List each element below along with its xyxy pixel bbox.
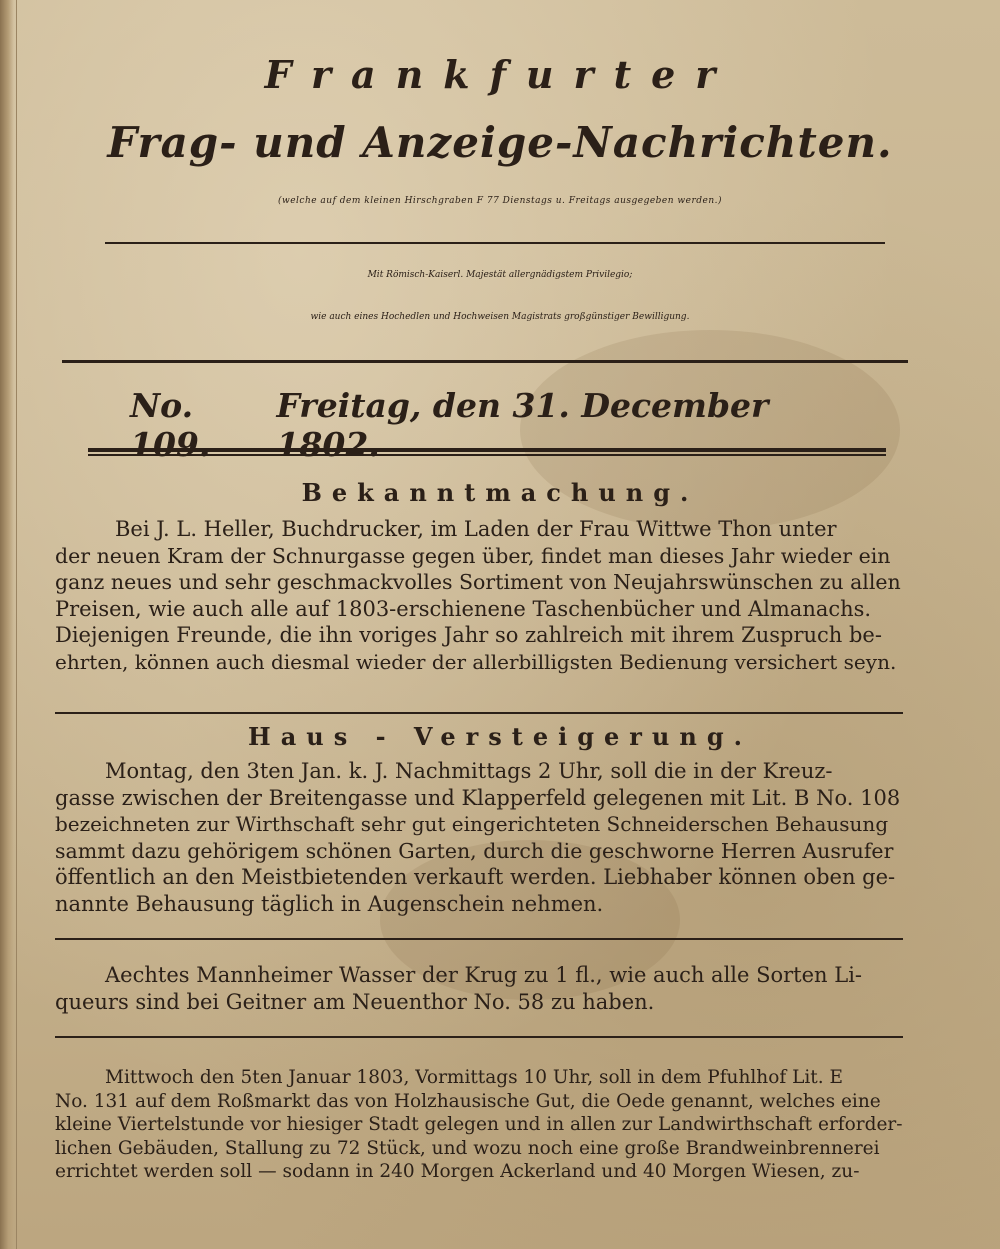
notice-text [55,1066,905,1184]
text-line: Aechtes Mannheimer Wasser der Krug zu 1 fl., wie auch alle Sorten Li- [105,963,863,987]
issue-number: No. 109. [130,386,211,464]
divider-rule [105,242,885,244]
divider-rule [55,938,903,940]
text-line: sammt dazu gehörigem schönen Garten, durch die geschworne Herren Ausrufer [55,838,894,863]
binding-edge [16,0,17,1249]
notice-heading: Haus - Versteigerung. [248,722,752,751]
divider-rule [55,712,903,714]
masthead-subtitle: (welche auf dem kleinen Hirschgraben F 77 Dienstags u. Freitags ausgegeben werden.) [277,196,722,206]
text-line: Bei J. L. Heller, Buchdrucker, im Laden der Frau Wittwe Thon unter [115,517,837,541]
issue-date: Freitag, den 31. December 1802. [276,386,769,464]
text-line: gasse zwischen der Breitengasse und Klapperfeld gelegenen mit Lit. B No. 108 [55,785,901,810]
text-line: bezeichneten zur Wirthschaft sehr gut eingerichteten Schneiderschen Behausung [55,812,889,837]
notice-text [55,962,905,1015]
masthead-title-line1: Frankfurter [264,52,736,97]
divider-rule [55,1036,903,1038]
privilege-line2: wie auch eines Hochedlen und Hochweisen Magistrats großgünstiger Bewilligung. [310,312,690,322]
text-line: Montag, den 3ten Jan. k. J. Nachmittags 2 Uhr, soll die in der Kreuz- [105,759,833,783]
notice-text [55,758,905,918]
binding-spine [0,0,14,1249]
text-line: queurs sind bei Geitner am Neuenthor No. 58 zu haben. [55,989,655,1014]
divider-rule [62,360,908,363]
notice-text [55,516,905,676]
notice-heading: Bekanntmachung. [301,478,699,507]
text-line: Diejenigen Freunde, die ihn voriges Jahr so zahlreich mit ihrem Zuspruch be- [55,623,882,648]
text-line: No. 131 auf dem Roßmarkt das von Holzhausische Gut, die Oede genannt, welches eine [55,1090,881,1112]
text-line: der neuen Kram der Schnurgasse gegen über, findet man dieses Jahr wieder ein [55,543,891,568]
divider-double-rule [88,448,886,456]
masthead-title-line2: Frag- und Anzeige-Nachrichten. [107,118,893,167]
text-line: errichtet werden soll — sodann in 240 Morgen Ackerland und 40 Morgen Wiesen, zu- [55,1161,860,1182]
text-line: lichen Gebäuden, Stallung zu 72 Stück, und wozu noch eine große Brandweinbrennerei [55,1137,880,1159]
text-line: kleine Viertelstunde vor hiesiger Stadt gelegen und in allen zur Landwirthschaft erforder- [55,1114,903,1135]
text-line: nannte Behausung täglich in Augenschein nehmen. [55,891,604,916]
text-line: ganz neues und sehr geschmackvolles Sortiment von Neujahrswünschen zu allen [55,570,901,595]
text-line: Preisen, wie auch alle auf 1803-erschienene Taschenbücher und Almanachs. [55,596,872,621]
privilege-line1: Mit Römisch-Kaiserl. Majestät allergnädigstem Privilegio; [367,270,633,280]
text-line: öffentlich an den Meistbietenden verkauft werden. Liebhaber können oben ge- [55,865,896,890]
text-line: Mittwoch den 5ten Januar 1803, Vormittags 10 Uhr, soll in dem Pfuhlhof Lit. E [105,1067,843,1088]
text-line: ehrten, können auch diesmal wieder der allerbilligsten Bedienung versichert seyn. [55,649,897,674]
